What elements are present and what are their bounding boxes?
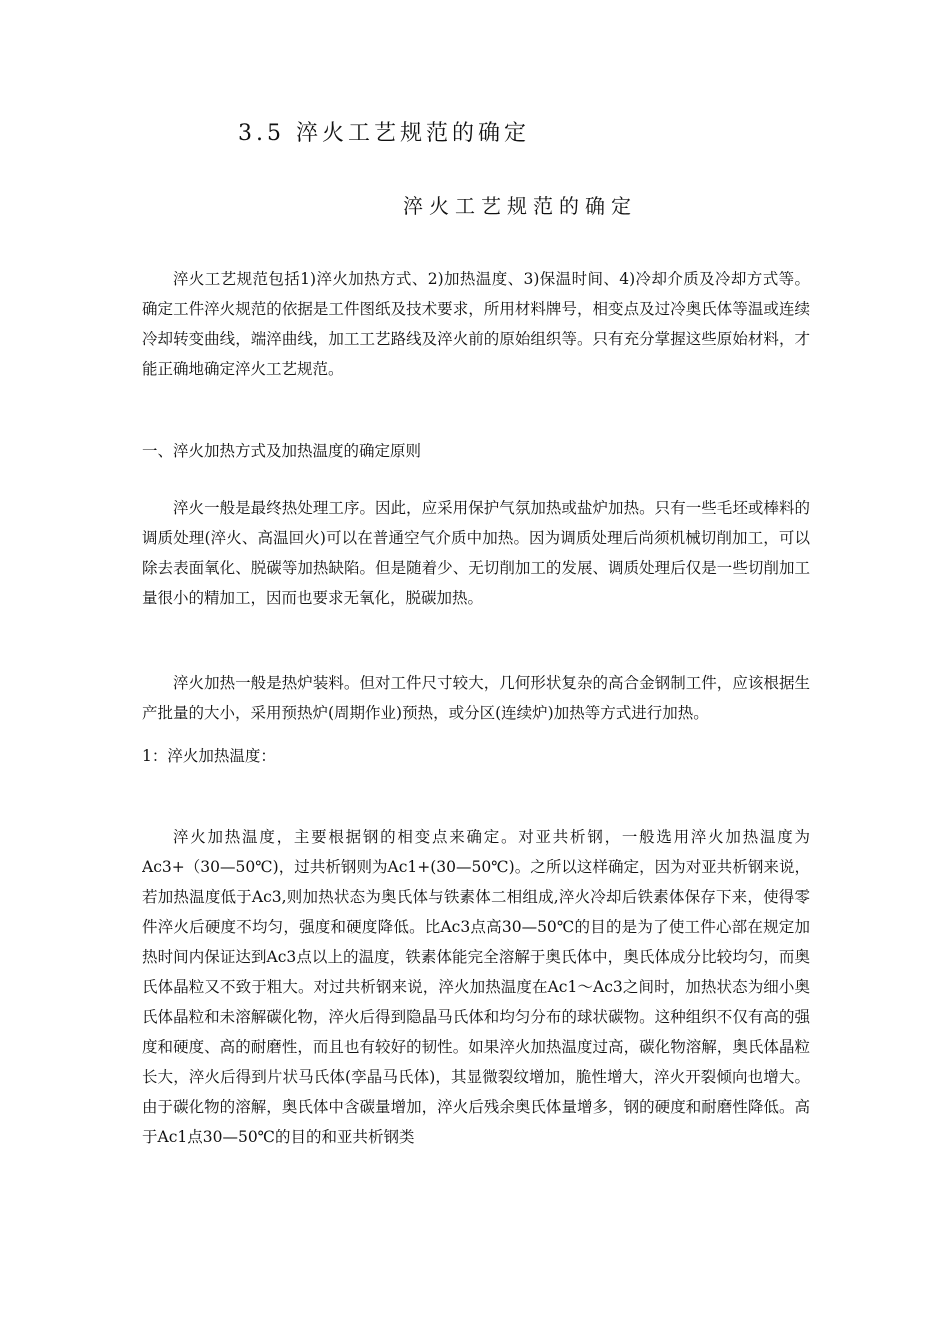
section-heading-heating-temperature: 1：淬火加热温度： (142, 747, 276, 765)
intro-paragraph: 淬火工艺规范包括1)淬火加热方式、2)加热温度、3)保温时间、4)冷却介质及冷却方式等。确定工件淬火规范的依据是工件图纸及技术要求，所用材料牌号，相变点及过冷奥氏体等温或连续冷却转变曲线，端淬曲线，加工工艺路线及淬火前的原始组织等。只有充分掌握这些原始材料，才能正确地确定淬火工艺规范。 (142, 270, 810, 378)
section-heading-heating-method: 一、淬火加热方式及加热温度的确定原则 (142, 442, 422, 460)
heating-temperature-paragraph: 淬火加热温度，主要根据钢的相变点来确定。对亚共析钢，一般选用淬火加热温度为Ac3+（30—50℃)，过共析钢则为Ac1+(30—50℃)。之所以这样确定，因为对亚共析钢来说，若加热温度低于Ac3,则加热状态为奥氏体与铁素体二相组成,淬火冷却后铁素体保存下来，使得零件淬火后硬度不均匀，强度和硬度降低。比Ac3点高30—50℃的目的是为了使工件心部在规定加热时间内保证达到Ac3点以上的温度，铁素体能完全溶解于奥氏体中，奥氏体成分比较均匀，而奥氏体晶粒又不致于粗大。对过共析钢来说，淬火加热温度在Ac1～Ac3之间时，加热状态为细小奥氏体晶粒和未溶解碳化物，淬火后得到隐晶马氏体和均匀分布的球状碳物。这种组织不仅有高的强度和硬度、高的耐磨性，而且也有较好的韧性。如果淬火加热温度过高，碳化物溶解，奥氏体晶粒长大，淬火后得到片状马氏体(孪晶马氏体)，其显微裂纹增加，脆性增大，淬火开裂倾向也增大。由于碳化物的溶解，奥氏体中含碳量增加，淬火后残余奥氏体量增多，钢的硬度和耐磨性降低。高于Ac1点30—50℃的目的和亚共析钢类 (142, 828, 810, 1146)
heating-method-paragraph: 淬火一般是最终热处理工序。因此，应采用保护气氛加热或盐炉加热。只有一些毛坯或棒料的调质处理(淬火、高温回火)可以在普通空气介质中加热。因为调质处理后尚须机械切削加工，可以除去表面氧化、脱碳等加热缺陷。但是随着少、无切削加工的发展、调质处理后仅是一些切削加工量很小的精加工，因而也要求无氧化，脱碳加热。 (142, 499, 810, 607)
sub-heading: 淬火工艺规范的确定 (403, 194, 637, 218)
furnace-loading-paragraph: 淬火加热一般是热炉装料。但对工件尺寸较大，几何形状复杂的高合金钢制工件，应该根据生产批量的大小，采用预热炉(周期作业)预热，或分区(连续炉)加热等方式进行加热。 (142, 674, 810, 722)
main-heading: 3.5 淬火工艺规范的确定 (238, 121, 530, 146)
